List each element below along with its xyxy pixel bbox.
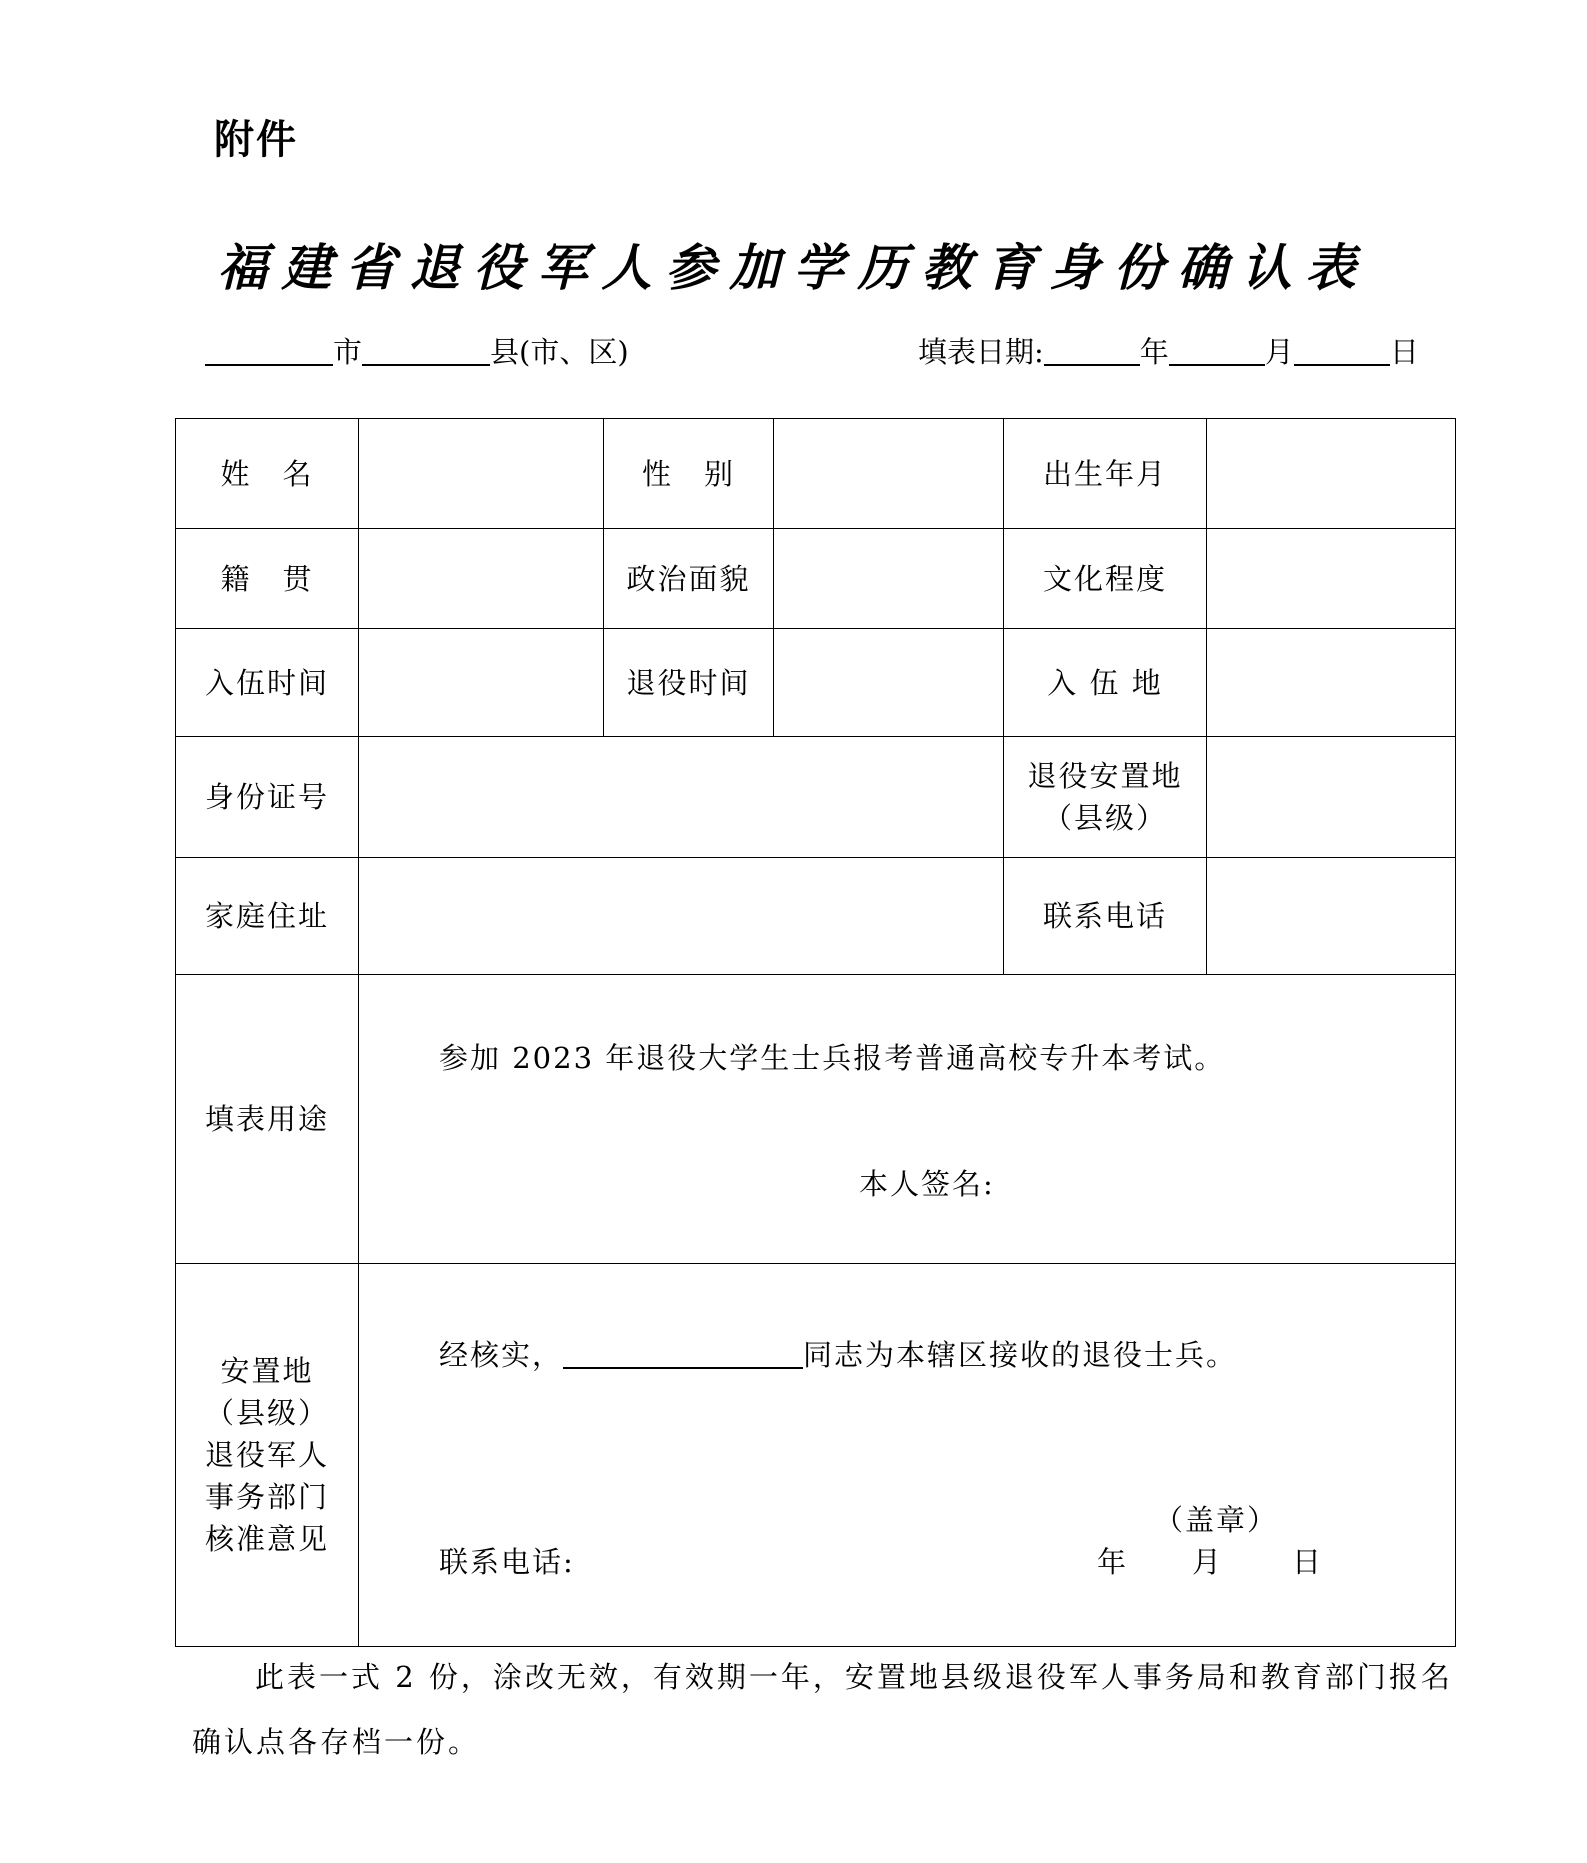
comrade-name-blank[interactable] xyxy=(563,1337,803,1369)
approval-phone-label: 联系电话: xyxy=(439,1545,575,1579)
approval-label-line: 退役军人 xyxy=(204,1438,329,1472)
education-field[interactable] xyxy=(1207,529,1456,629)
enlist-place-label: 入 伍 地 xyxy=(1004,629,1207,737)
name-field[interactable] xyxy=(359,419,604,529)
region-line xyxy=(205,330,629,371)
year-blank[interactable] xyxy=(1044,334,1140,366)
purpose-cell xyxy=(359,975,1456,1264)
day-blank[interactable] xyxy=(1294,334,1390,366)
approval-label xyxy=(176,1264,359,1647)
approval-label-line: （县级） xyxy=(204,1396,329,1430)
stamp-label: （盖章） xyxy=(1154,1503,1279,1537)
phone-field[interactable] xyxy=(1207,858,1456,975)
approval-cell xyxy=(359,1264,1456,1647)
month-blank[interactable] xyxy=(1169,334,1265,366)
political-status-field[interactable] xyxy=(774,529,1004,629)
enlist-time-label: 入伍时间 xyxy=(176,629,359,737)
year-label: 年 xyxy=(1139,335,1169,369)
approval-label-line: 事务部门 xyxy=(204,1480,329,1514)
placement-label-line2: （县级） xyxy=(1042,801,1167,835)
birth-label: 出生年月 xyxy=(1004,419,1207,529)
approval-day: 日 xyxy=(1292,1545,1324,1579)
verify-suffix: 同志为本辖区接收的退役士兵。 xyxy=(803,1338,1238,1372)
signature-label: 本人签名: xyxy=(859,1167,995,1201)
address-field[interactable] xyxy=(359,858,1004,975)
identity-form-table xyxy=(175,418,1456,1647)
note-line-2: 确认点各存档一份。 xyxy=(192,1725,481,1759)
placement-label xyxy=(1004,737,1207,858)
city-blank[interactable] xyxy=(205,334,333,366)
note-line-1: 此表一式 2 份，涂改无效，有效期一年，安置地县级退役军人事务局和教育部门报名 xyxy=(255,1660,1453,1694)
retire-time-field[interactable] xyxy=(774,629,1004,737)
placement-field[interactable] xyxy=(1207,737,1456,858)
approval-label-line: 安置地 xyxy=(220,1354,314,1388)
verify-line xyxy=(439,1334,1237,1376)
enlist-place-field[interactable] xyxy=(1207,629,1456,737)
retire-time-label: 退役时间 xyxy=(604,629,774,737)
fill-date-line xyxy=(918,330,1419,371)
native-place-field[interactable] xyxy=(359,529,604,629)
address-label: 家庭住址 xyxy=(176,858,359,975)
county-blank[interactable] xyxy=(362,334,490,366)
approval-year: 年 xyxy=(1097,1545,1129,1579)
month-label: 月 xyxy=(1264,335,1294,369)
id-number-field[interactable] xyxy=(359,737,1004,858)
placement-label-line1: 退役安置地 xyxy=(1027,759,1183,793)
enlist-time-field[interactable] xyxy=(359,629,604,737)
purpose-label: 填表用途 xyxy=(176,975,359,1264)
name-label: 姓 名 xyxy=(176,419,359,529)
approval-label-line: 核准意见 xyxy=(204,1522,329,1556)
phone-label: 联系电话 xyxy=(1004,858,1207,975)
fill-date-label: 填表日期: xyxy=(918,335,1044,369)
county-suffix: 县(市、区) xyxy=(490,335,629,369)
approval-month: 月 xyxy=(1192,1545,1224,1579)
id-number-label: 身份证号 xyxy=(176,737,359,858)
gender-field[interactable] xyxy=(774,419,1004,529)
birth-field[interactable] xyxy=(1207,419,1456,529)
gender-label: 性 别 xyxy=(604,419,774,529)
education-label: 文化程度 xyxy=(1004,529,1207,629)
native-place-label: 籍 贯 xyxy=(176,529,359,629)
verify-prefix: 经核实， xyxy=(439,1338,564,1372)
political-status-label: 政治面貌 xyxy=(604,529,774,629)
purpose-text: 参加 2023 年退役大学生士兵报考普通高校专升本考试。 xyxy=(439,1041,1226,1075)
form-title: 福建省退役军人参加学历教育身份确认表 xyxy=(217,238,1370,297)
attachment-label: 附件 xyxy=(214,117,298,163)
day-label: 日 xyxy=(1389,335,1419,369)
city-suffix: 市 xyxy=(333,335,363,369)
